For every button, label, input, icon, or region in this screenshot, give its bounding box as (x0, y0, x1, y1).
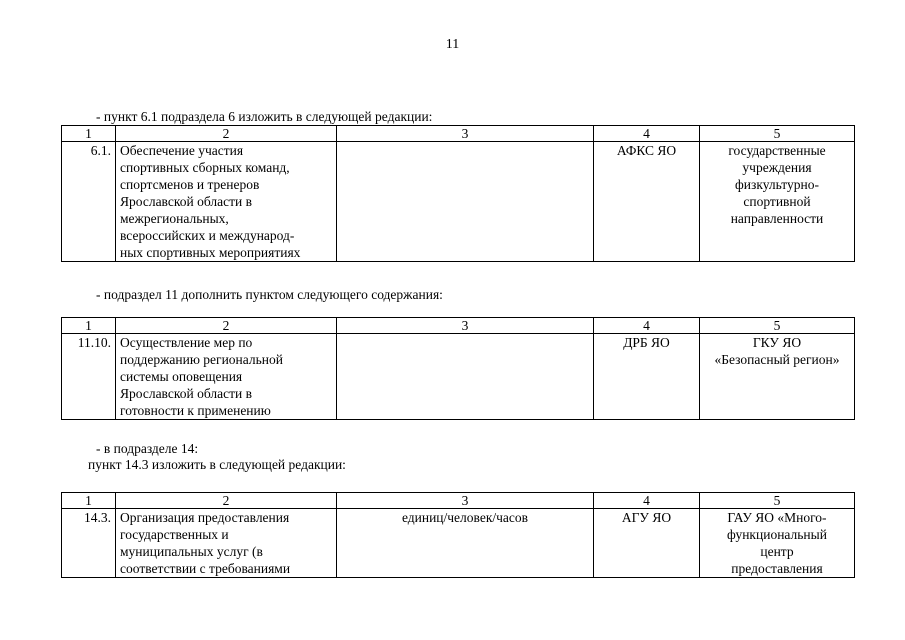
col-header-5: 5 (700, 126, 855, 142)
col-header-1: 1 (62, 493, 116, 509)
section3-intro: - в подразделе 14: (96, 441, 199, 456)
item-responsible: ДРБ ЯО (594, 334, 700, 420)
col-header-4: 4 (594, 126, 700, 142)
table-header-row (62, 493, 855, 509)
item-number: 6.1. (62, 142, 116, 262)
table-item-14-3 (61, 492, 855, 578)
table-header-row (62, 126, 855, 142)
col-header-2: 2 (116, 493, 337, 509)
col-header-1: 1 (62, 318, 116, 334)
item-executor: государственные учреждения физкультурно- спортивной направленности (700, 142, 855, 262)
col-header-4: 4 (594, 493, 700, 509)
item-unit (337, 142, 594, 262)
col-header-2: 2 (116, 318, 337, 334)
table-row (62, 142, 855, 262)
page-number: 11 (445, 37, 460, 52)
item-description: Осуществление мер по поддержанию региональной системы оповещения Ярославской области в готовности к применению (116, 334, 337, 420)
col-header-4: 4 (594, 318, 700, 334)
item-executor: ГАУ ЯО «Много- функциональный центр предоставления (700, 509, 855, 578)
item-description: Организация предоставления государственных и муниципальных услуг (в соответствии с требованиями (116, 509, 337, 578)
table-row (62, 509, 855, 578)
item-number: 14.3. (62, 509, 116, 578)
item-executor: ГКУ ЯО «Безопасный регион» (700, 334, 855, 420)
col-header-2: 2 (116, 126, 337, 142)
table-row (62, 334, 855, 420)
table-item-11-10 (61, 317, 855, 420)
col-header-5: 5 (700, 318, 855, 334)
item-responsible: АГУ ЯО (594, 509, 700, 578)
item-responsible: АФКС ЯО (594, 142, 700, 262)
col-header-5: 5 (700, 493, 855, 509)
section1-intro: - пункт 6.1 подраздела 6 изложить в следующей редакции: (96, 109, 433, 124)
item-description: Обеспечение участия спортивных сборных команд, спортсменов и тренеров Ярославской области в межрегиональных, всероссийских и международ- ных спортивных мероприятиях (116, 142, 337, 262)
item-unit: единиц/человек/часов (337, 509, 594, 578)
table-header-row (62, 318, 855, 334)
col-header-3: 3 (337, 493, 594, 509)
item-unit (337, 334, 594, 420)
table-item-6-1 (61, 125, 855, 262)
section2-intro: - подраздел 11 дополнить пунктом следующего содержания: (96, 287, 443, 302)
col-header-1: 1 (62, 126, 116, 142)
col-header-3: 3 (337, 318, 594, 334)
item-number: 11.10. (62, 334, 116, 420)
section3-subintro: пункт 14.3 изложить в следующей редакции: (88, 457, 346, 472)
col-header-3: 3 (337, 126, 594, 142)
